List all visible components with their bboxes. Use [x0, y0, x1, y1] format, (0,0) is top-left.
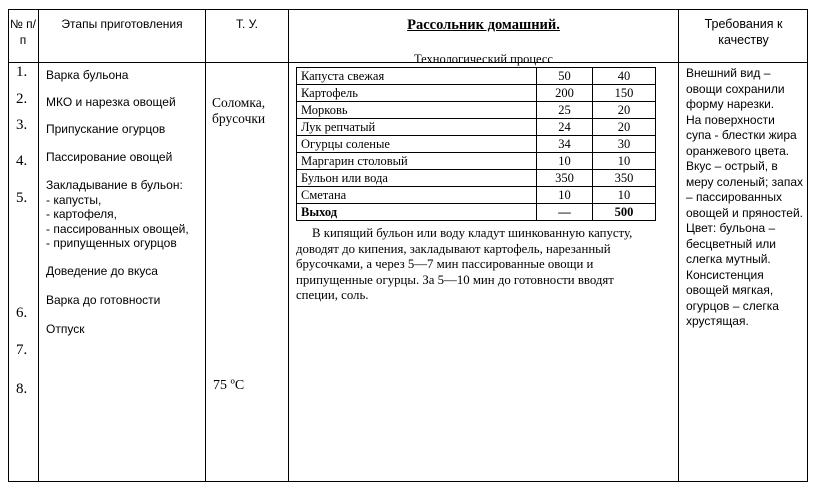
quality-line: меру соленый; запах [686, 174, 803, 189]
stage-item: Варка до готовности [46, 293, 161, 307]
stage-item: МКО и нарезка овощей [46, 95, 176, 109]
quality-line: бесцветный или [686, 236, 776, 251]
net-weight: 40 [593, 68, 656, 85]
table-row [297, 170, 656, 187]
column-divider [205, 9, 206, 482]
stage-item: Припускание огурцов [46, 122, 166, 136]
yield-label: Выход [297, 204, 537, 221]
table-row [297, 187, 656, 204]
gross-weight: — [537, 204, 593, 221]
gross-weight: 200 [537, 85, 593, 102]
stage-item: Доведение до вкуса [46, 264, 158, 278]
stage-item: Отпуск [46, 322, 85, 336]
ingredient-name: Картофель [297, 85, 537, 102]
stage-item: - припущенных огурцов [46, 236, 177, 250]
ingredient-name: Капуста свежая [297, 68, 537, 85]
ingredient-name: Бульон или вода [297, 170, 537, 187]
quality-line: Цвет: бульона – [686, 221, 776, 235]
stage-item: Пассирование овощей [46, 150, 173, 164]
step-number: 1. [16, 64, 28, 80]
table-row [297, 102, 656, 119]
gross-weight: 50 [537, 68, 593, 85]
column-divider [288, 9, 289, 482]
step-number: 3. [16, 117, 28, 133]
quality-line: слегка мутный. [686, 252, 771, 266]
quality-line: Консистенция [686, 267, 764, 282]
quality-requirements [686, 66, 804, 330]
quality-line: На поверхности [686, 112, 775, 127]
table-row [297, 85, 656, 102]
ingredient-name: Сметана [297, 187, 537, 204]
recipe-title: Рассольник домашний. [407, 17, 560, 33]
step-number: 2. [16, 91, 28, 107]
net-weight: 350 [593, 170, 656, 187]
column-divider [678, 9, 679, 482]
header-num: № п/п [9, 17, 37, 47]
quality-line: хрустящая. [686, 314, 749, 328]
net-weight: 10 [593, 153, 656, 170]
stage-item: Варка бульона [46, 68, 129, 82]
quality-line: супа - блестки жира [686, 128, 797, 142]
ingredient-name: Маргарин столовый [297, 153, 537, 170]
net-weight: 30 [593, 136, 656, 153]
quality-line: – пассированных [686, 190, 783, 204]
quality-line: форму нарезки. [686, 97, 775, 111]
quality-line: Внешний вид – [686, 66, 771, 80]
table-row [297, 153, 656, 170]
stage-item: - пассированных овощей, [46, 222, 189, 236]
net-weight: 150 [593, 85, 656, 102]
column-divider [38, 9, 39, 482]
net-weight: 20 [593, 119, 656, 136]
table-row [297, 68, 656, 85]
step-number: 6. [16, 305, 28, 321]
stage-item: - капусты, [46, 193, 102, 207]
stage-item: Закладывание в бульон: [46, 178, 183, 192]
quality-line: огурцов – слегка [686, 298, 779, 313]
yield-value: 500 [593, 204, 656, 221]
gross-weight: 10 [537, 153, 593, 170]
step-number: 4. [16, 153, 28, 169]
gross-weight: 24 [537, 119, 593, 136]
gross-weight: 25 [537, 102, 593, 119]
table-row [297, 119, 656, 136]
table-row [297, 136, 656, 153]
quality-line: оранжевого цвета. [686, 143, 790, 158]
header-temp: Т. У. [235, 17, 259, 31]
cut-shape-label: брусочки [212, 111, 266, 126]
ingredient-name: Морковь [297, 102, 537, 119]
gross-weight: 34 [537, 136, 593, 153]
header-stages: Этапы приготовления [61, 17, 183, 31]
cut-shape-label: Соломка, [212, 95, 266, 110]
step-number: 7. [16, 342, 28, 358]
step-number: 8. [16, 381, 28, 397]
quality-line: овощей и пряностей. [686, 205, 803, 220]
quality-line: Вкус – острый, в [686, 159, 778, 173]
stage-item: - картофеля, [46, 207, 117, 221]
quality-line: овощи сохранили [686, 81, 785, 96]
process-subtitle: Технологический процесс [414, 52, 553, 66]
net-weight: 20 [593, 102, 656, 119]
process-description: В кипящий бульон или воду кладут шинкованную капусту, доводят до кипения, закладывают картофель, нарезанный брусочками, а через 5—7 мин пассированные овощи и припущенные огурцы. За 5—10 мин до готовности вводят специи, соль. [296, 226, 633, 302]
net-weight: 10 [593, 187, 656, 204]
gross-weight: 10 [537, 187, 593, 204]
gross-weight: 350 [537, 170, 593, 187]
yield-row [297, 204, 656, 221]
header-quality: Требования к качеству [704, 17, 783, 47]
ingredient-name: Огурцы соленые [297, 136, 537, 153]
ingredients-table [296, 67, 656, 221]
serving-temperature: 75 ºС [213, 378, 245, 393]
step-number: 5. [16, 190, 28, 206]
quality-line: овощей мягкая, [686, 283, 774, 297]
ingredient-name: Лук репчатый [297, 119, 537, 136]
